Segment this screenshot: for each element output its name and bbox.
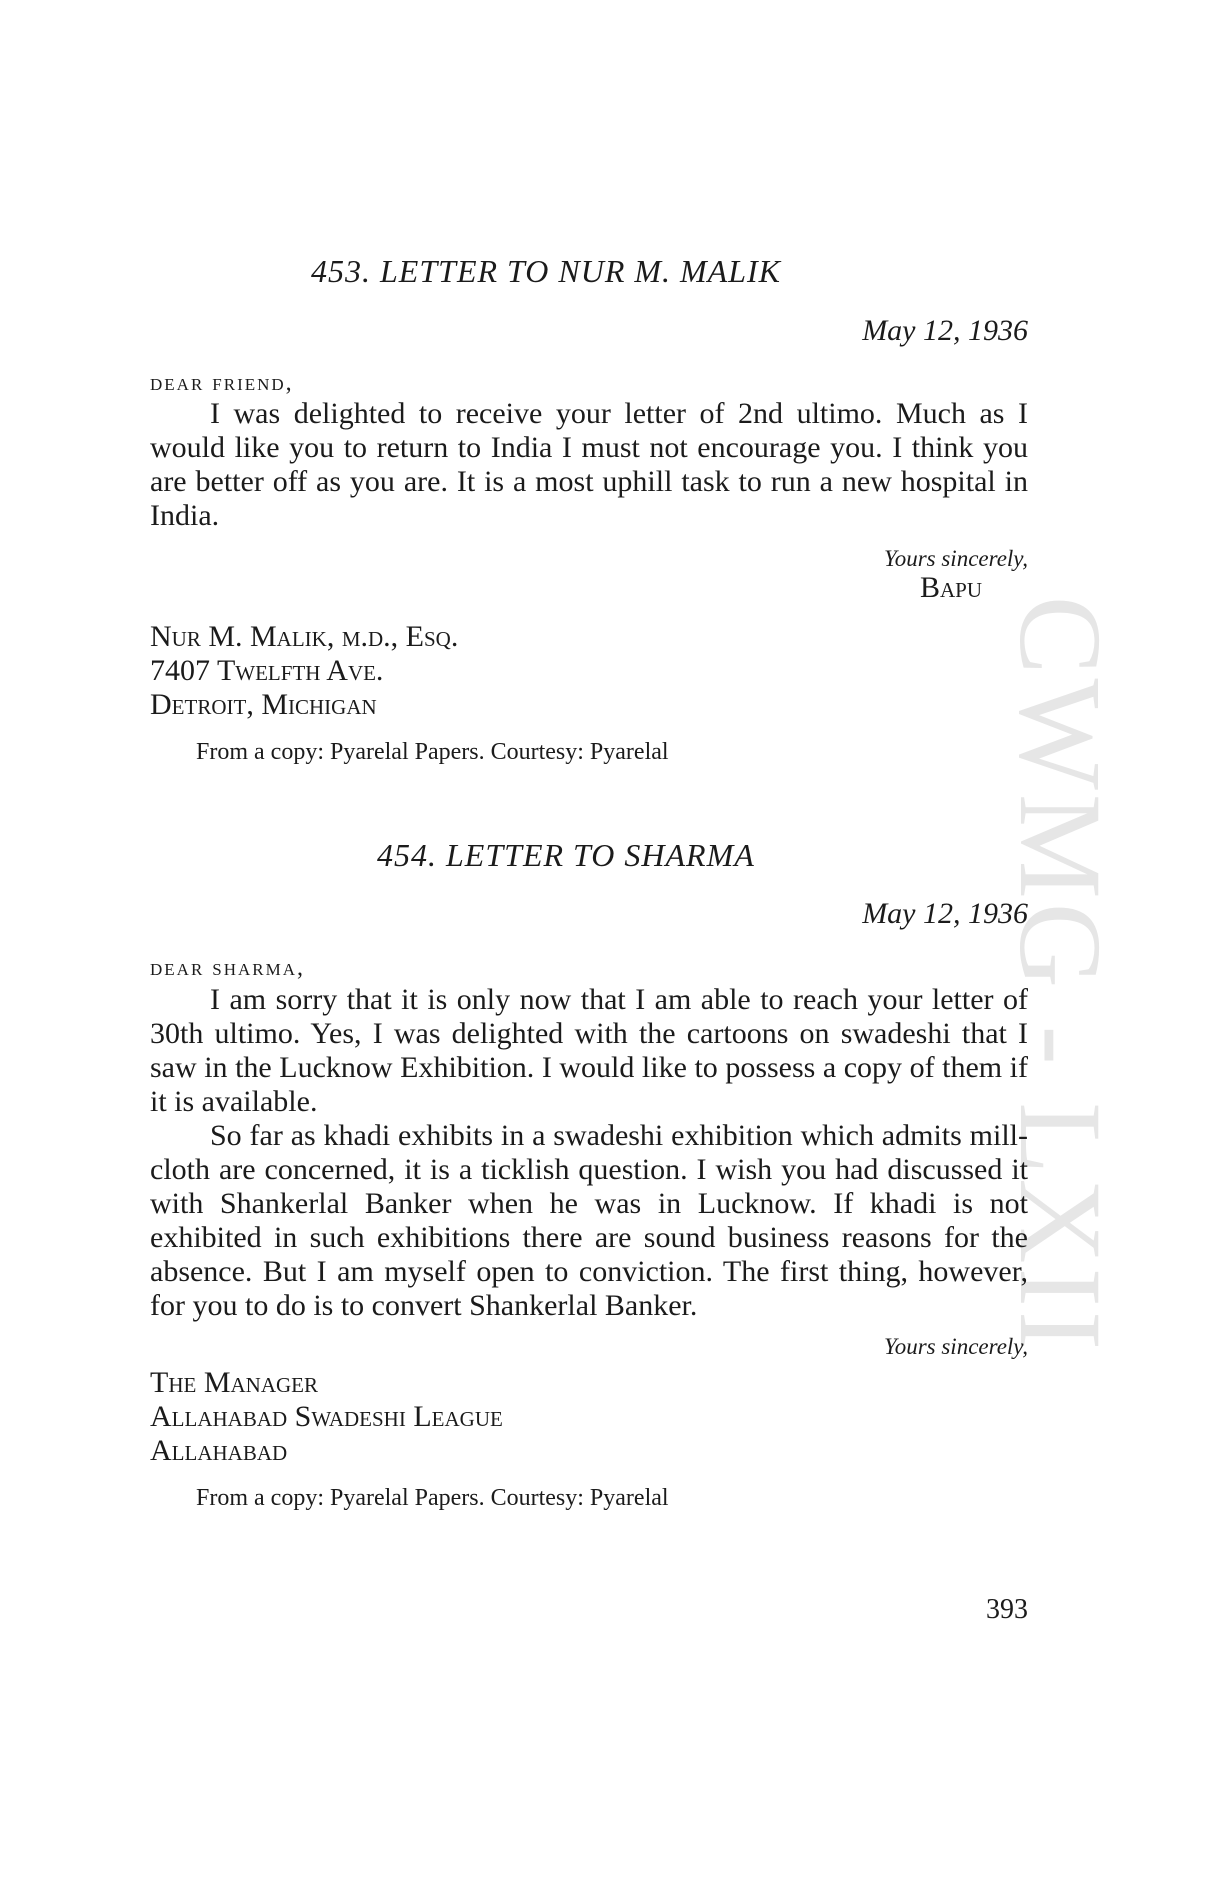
recipient-address <box>150 620 458 722</box>
letter-paragraph: I was delighted to receive your letter of 2nd ultimo. Much as I would like you to return to India I must not encourage you. I think you are better off as you are. It is a most uphill task to run a new hospital in India. <box>150 397 1028 532</box>
letter-date: May 12, 1936 <box>862 314 1028 347</box>
letter-heading: 454. LETTER TO SHARMA <box>377 837 755 873</box>
closing: Yours sincerely, <box>884 546 1028 571</box>
letter-paragraph: So far as khadi exhibits in a swadeshi exhibition which admits mill-cloth are concerned, it is a ticklish question. I wish you had discussed it with Shankerlal Banker when he was in Lucknow. If khadi is not exhibited in such exhibitions there are sound business reasons for the absence. But I am myself open to conviction. The first thing, however, for you to do is to convert Shankerlal Banker. <box>150 1119 1028 1322</box>
address-line: Nur M. Malik, m.d., Esq. <box>150 620 459 653</box>
salutation: dear sharma, <box>150 955 306 981</box>
page-number: 393 <box>986 1594 1028 1625</box>
source-note: From a copy: Pyarelal Papers. Courtesy: Pyarelal <box>196 739 669 765</box>
letter-heading: 453. LETTER TO NUR M. MALIK <box>311 253 782 289</box>
salutation: dear friend, <box>150 370 294 396</box>
recipient-address <box>150 1366 503 1468</box>
address-line: The Manager <box>150 1366 318 1399</box>
address-line: Detroit, Michigan <box>150 688 377 721</box>
source-note: From a copy: Pyarelal Papers. Courtesy: Pyarelal <box>196 1485 669 1511</box>
letter-date: May 12, 1936 <box>862 897 1028 930</box>
address-line: Allahabad <box>150 1434 288 1467</box>
address-line: Allahabad Swadeshi League <box>150 1400 503 1433</box>
signature: Bapu <box>920 571 983 604</box>
letter-paragraph: I am sorry that it is only now that I am able to reach your letter of 30th ultimo. Yes, I was delighted with the cartoons on swadeshi that I saw in the Lucknow Exhibition. I would like to possess a copy of them if it is available. <box>150 983 1028 1118</box>
address-line: 7407 Twelfth Ave. <box>150 654 384 687</box>
closing: Yours sincerely, <box>884 1334 1028 1359</box>
watermark: CWMG - LXII <box>995 595 1126 1355</box>
